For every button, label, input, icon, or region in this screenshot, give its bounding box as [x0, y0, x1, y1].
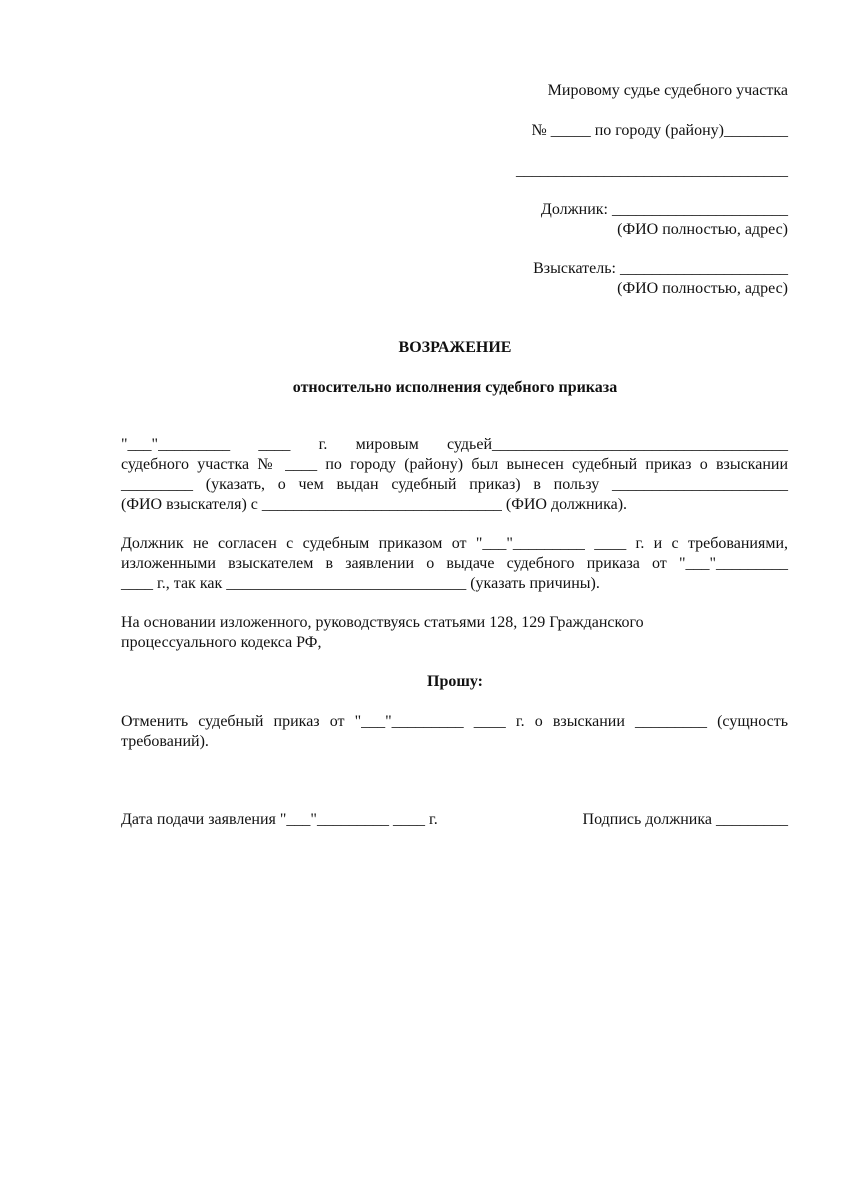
request-heading: Прошу:	[427, 673, 483, 690]
paragraph-3-line-1: На основании изложенного, руководствуясь статьями 128, 129 Гражданского	[121, 614, 644, 631]
paragraph-3-line-2: процессуального кодекса РФ,	[121, 634, 322, 651]
paragraph-1-line-3: _________ (указать, о чем выдан судебный приказ) в пользу ______________________	[121, 476, 788, 493]
paragraph-1-line-1: "___"_________ ____ г. мировым судьей_____________________________________	[121, 436, 788, 453]
claimant-field: Взыскатель: _____________________	[533, 260, 788, 277]
debtor-field: Должник: ______________________	[540, 201, 788, 218]
debtor-signature: Подпись должника _________	[582, 811, 788, 828]
paragraph-1-line-2: судебного участка № ____ по городу (району) был вынесен судебный приказ о взыскании	[121, 456, 788, 473]
request-line-2: требований).	[121, 733, 209, 750]
addressee-line-2: № _____ по городу (району)________	[531, 122, 788, 139]
submission-date: Дата подачи заявления "___"_________ ____ г.	[121, 811, 438, 828]
paragraph-2-line-1: Должник не согласен с судебным приказом от "___"_________ ____ г. и с требованиями,	[121, 535, 788, 552]
request-line-1: Отменить судебный приказ от "___"_________ ____ г. о взыскании _________ (сущность	[121, 713, 788, 730]
paragraph-1-line-4: (ФИО взыскателя) с ______________________________ (ФИО должника).	[121, 496, 628, 513]
addressee-line-3: __________________________________	[516, 162, 788, 179]
paragraph-2-line-2: изложенными взыскателем в заявлении о выдаче судебного приказа от "___"_________	[121, 555, 788, 572]
document-subtitle: относительно исполнения судебного приказа	[292, 379, 618, 396]
addressee-line-1: Мировому судье судебного участка	[547, 82, 788, 99]
claimant-hint: (ФИО полностью, адрес)	[617, 280, 788, 297]
document-title: ВОЗРАЖЕНИЕ	[398, 339, 512, 356]
debtor-hint: (ФИО полностью, адрес)	[617, 221, 788, 238]
paragraph-2-line-3: ____ г., так как ______________________________ (указать причины).	[121, 575, 600, 592]
